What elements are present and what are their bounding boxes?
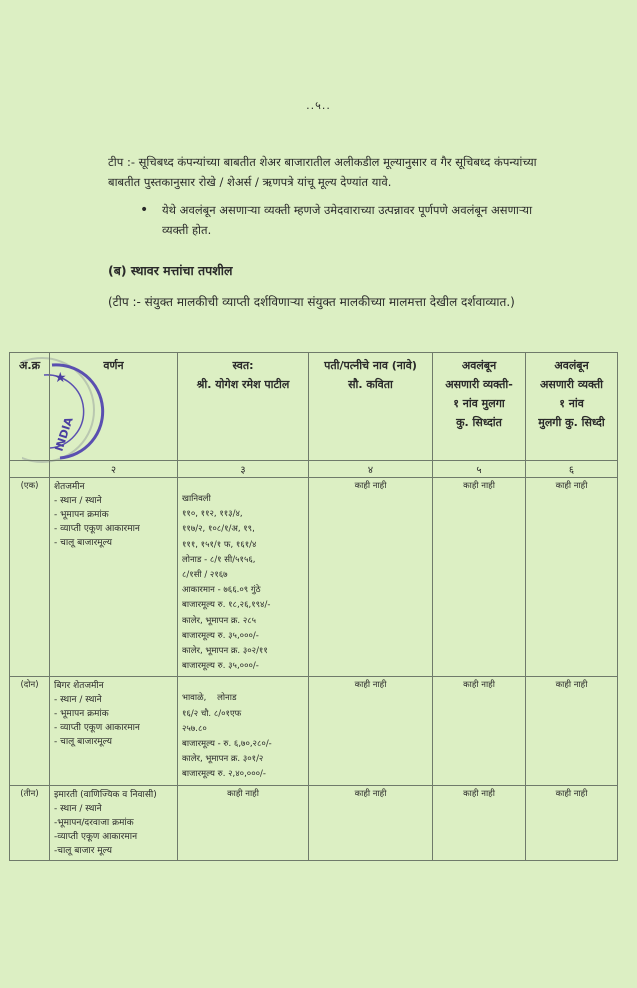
bullet-icon: • (140, 202, 149, 218)
column-number: ६ (526, 461, 618, 478)
header-self (178, 353, 309, 461)
row-serial: (एक) (10, 478, 50, 677)
row-description (50, 677, 178, 785)
land-line: कालेर, भूमापन क्र. ३०२/११ (182, 646, 268, 657)
spouse-value: काही नाही (309, 677, 433, 785)
row-item: - चालू बाजारमूल्य (54, 538, 112, 548)
table-row (10, 478, 618, 677)
header-dependent-1 (433, 353, 526, 461)
land-line: भावाळे, लोनाड (182, 693, 237, 704)
land-line: कालेर, भूमापन क्र. ३०१/२ (182, 754, 264, 765)
header-dep2-line3: १ नांव (559, 397, 584, 410)
stamp-text: INDIA (52, 415, 76, 453)
dependent1-value: काही नाही (433, 478, 526, 677)
table-row (10, 785, 618, 860)
dependent1-value: काही नाही (433, 677, 526, 785)
land-line: १६/२ चौ. ८/०१एफ (182, 708, 242, 719)
page-number: ..५.. (306, 99, 331, 112)
land-line: ११०, ११२, ११३/४, (182, 509, 243, 520)
row-description (50, 478, 178, 677)
valuation-note: टीप :- सूचिबध्द कंपन्यांच्या बाबतीत शेअर बाजारातील अलीकडील मूल्यानुसार व गैर सूचिबध्द कंपन्यांच्या बाबतीत पुस्तकानुसार रोखे / शेअर्स / ऋणपत्रे यांचू मूल्य देण्यांत यावे. (108, 155, 537, 189)
row-item: - भूमापन क्रमांक (54, 709, 109, 720)
immovable-assets-table (9, 352, 618, 861)
row-title: शेतजमीन (54, 482, 85, 492)
row-item: -व्याप्ती एकूण आकारमान (54, 831, 138, 842)
column-number: २ (50, 461, 178, 478)
row-item: - चालू बाजारमूल्य (54, 737, 112, 748)
svg-text:★: ★ (54, 370, 67, 386)
header-spouse-line: पती/पत्नीचे नाव (नावे) (324, 359, 417, 372)
land-line (182, 679, 304, 691)
column-number (10, 461, 50, 478)
header-dep1-line3: १ नांव मुलगा (453, 397, 505, 410)
header-dep2-line2: असणारी व्यक्ती (540, 378, 603, 391)
header-dep1-line2: असणारी व्यक्ती- (445, 378, 513, 391)
row-serial: (तीन) (10, 785, 50, 860)
land-line: बाजारमूल्य - रु. ६,७०,२८०/- (182, 739, 272, 750)
column-number: ३ (178, 461, 309, 478)
land-line: लोनाड - ८/१ सी/५१५६, (182, 554, 256, 565)
land-line: कालेर, भूमापन क्र. २८५ (182, 615, 257, 626)
header-spouse (309, 353, 433, 461)
row-item: -चालू बाजार मूल्य (54, 845, 112, 856)
row-item: - व्याप्ती एकूण आकारमान (54, 524, 140, 534)
dependent1-value: काही नाही (433, 785, 526, 860)
row-title: बिगर शेतजमीन (54, 681, 104, 692)
table-row (10, 677, 618, 785)
land-line: २५७.८० (182, 723, 207, 734)
row-item: - भूमापन क्रमांक (54, 510, 109, 520)
dependent2-value: काही नाही (526, 478, 618, 677)
land-line: बाजारमूल्य रु. २,४०,०००/- (182, 769, 266, 780)
column-number: ५ (433, 461, 526, 478)
land-line: बाजारमूल्य रु. ३५,०००/- (182, 630, 259, 641)
row-description (50, 785, 178, 860)
spouse-value: काही नाही (309, 785, 433, 860)
header-spouse-name: सौ. कविता (348, 378, 393, 391)
dependents-bullet (140, 200, 562, 240)
land-line: ८/१सी / २१६७ (182, 570, 228, 581)
row-item: -भूमापन/दरवाजा क्रमांक (54, 817, 134, 828)
header-serial: अ.क्र (10, 353, 50, 461)
header-dependent-2 (526, 353, 618, 461)
land-line: १११, १५१/१ फ, १६१/४ (182, 539, 257, 550)
header-dep1-line4: कु. सिध्दांत (456, 416, 502, 429)
land-line: बाजारमूल्य रु. ३५,०००/- (182, 661, 259, 672)
row-item: - स्थान / स्थाने (54, 695, 102, 706)
land-line: ११७/२, १०८/१/अ, १९, (182, 524, 255, 535)
row-title: इमारती (वाणिज्यिक व निवासी) (54, 789, 157, 800)
row-item: - व्याप्ती एकूण आकारमान (54, 723, 140, 734)
header-dep2-line1: अवलंबून (554, 359, 589, 372)
self-land-details (178, 677, 309, 785)
bullet-text: येथे अवलंबून असणाऱ्या व्यक्ती म्हणजे उमेदवाराच्या उत्पन्नावर पूर्णपणे अवलंबून असणाऱ्या व्यक्ती होत. (162, 203, 533, 237)
section-title: (ब) स्थावर मत्तांचा तपशील (108, 263, 233, 278)
dependent2-value: काही नाही (526, 677, 618, 785)
header-self-name: श्री. योगेश रमेश पाटील (196, 378, 290, 391)
spouse-value: काही नाही (309, 478, 433, 677)
table-header-row (10, 353, 618, 461)
land-line: खानिवली (182, 494, 211, 504)
header-dep2-line4: मुलगी कु. सिध्दी (538, 416, 605, 429)
row-item: - स्थान / स्थाने (54, 496, 102, 506)
column-number: ४ (309, 461, 433, 478)
header-dep1-line1: अवलंबून (461, 359, 497, 372)
self-value: काही नाही (178, 785, 309, 860)
land-line: बाजारमूल्य रु. १८,२६,१९४/- (182, 600, 271, 611)
dependent2-value: काही नाही (526, 785, 618, 860)
land-line: आकारमान - ७६६.०९ गुंठे (182, 585, 261, 596)
column-number-row (10, 461, 618, 478)
row-item: - स्थान / स्थाने (54, 803, 102, 814)
header-description: वर्णन (50, 353, 178, 461)
section-note: (टीप :- संयुक्त मालकीची व्याप्ती दर्शविणाऱ्या संयुक्त मालकीच्या मालमत्ता देखील दर्शवाव्यात.) (108, 295, 515, 309)
row-serial: (दोन) (10, 677, 50, 785)
self-land-details (178, 478, 309, 677)
header-self-line: स्वत: (232, 359, 254, 372)
